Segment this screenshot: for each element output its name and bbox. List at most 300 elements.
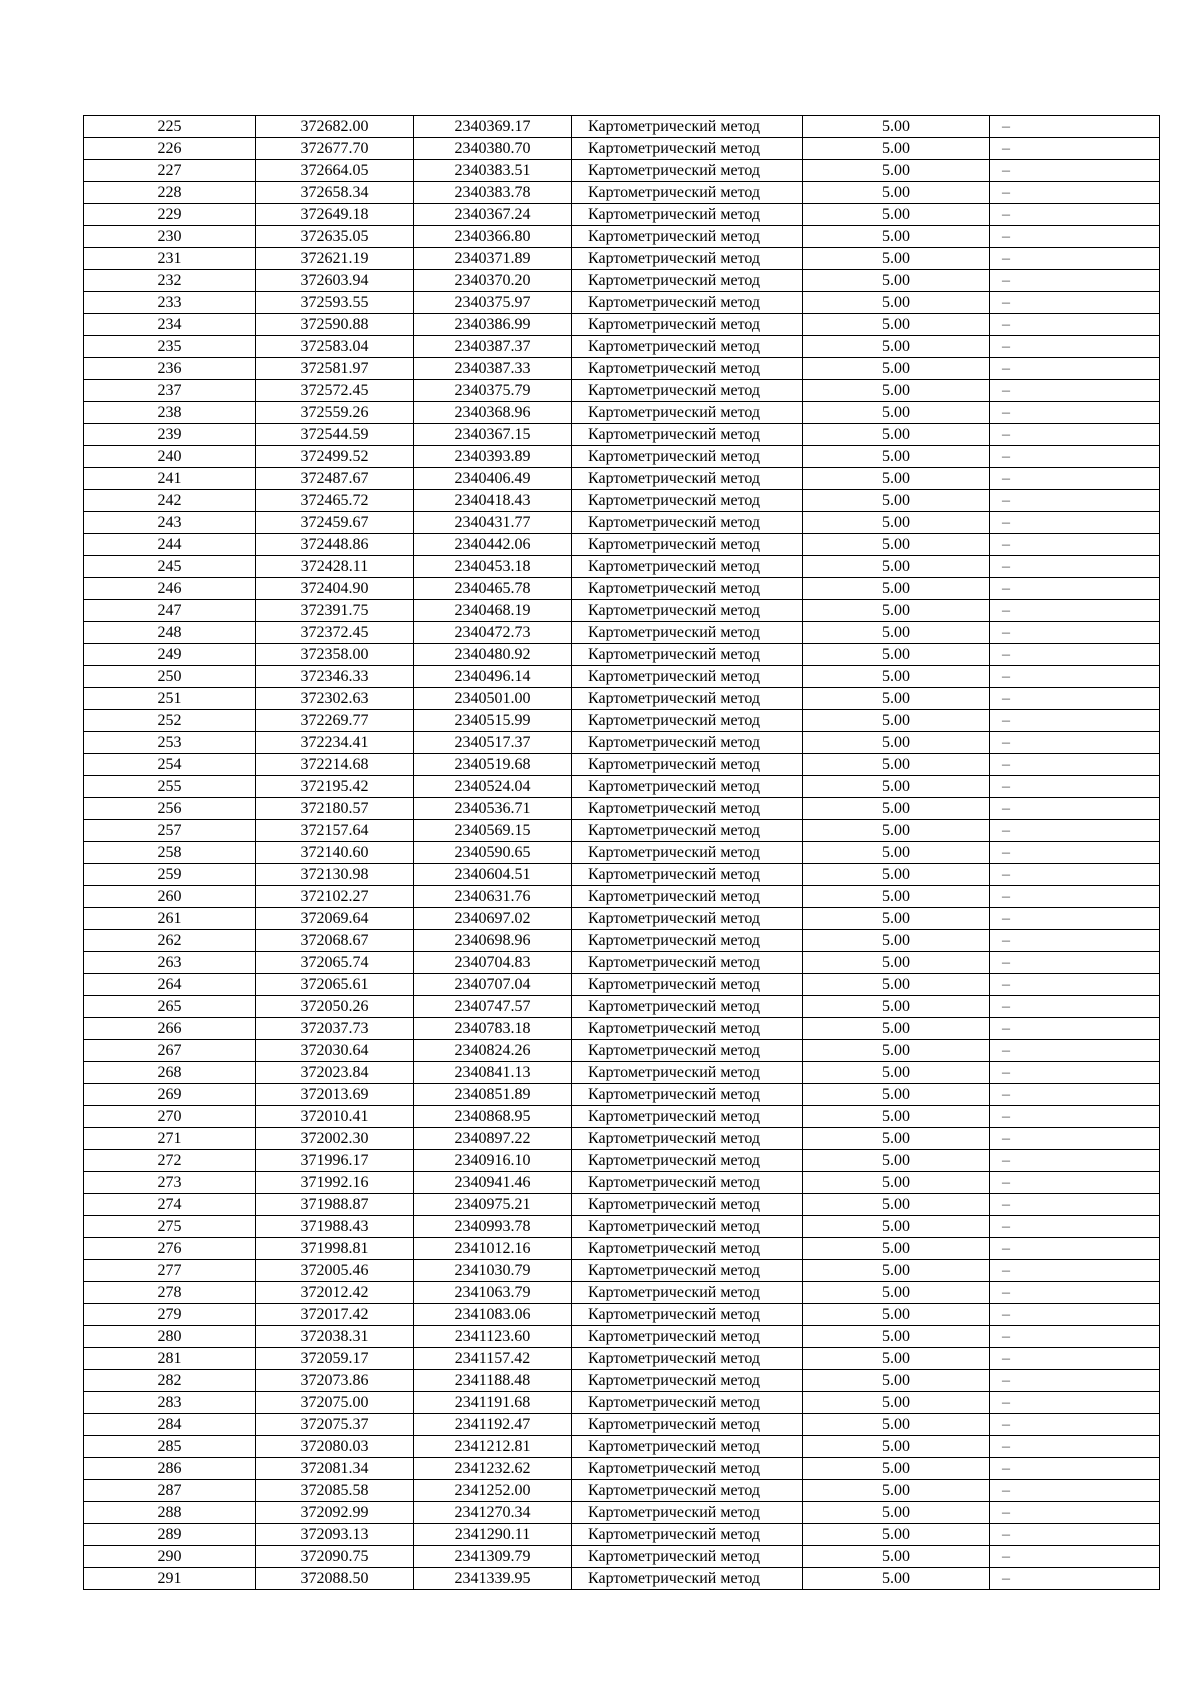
y-coordinate-cell: 2340453.18	[414, 556, 572, 578]
accuracy-cell: 5.00	[803, 138, 990, 160]
table-row	[84, 1348, 1160, 1370]
y-coordinate-cell: 2341270.34	[414, 1502, 572, 1524]
x-coordinate-cell: 372130.98	[256, 864, 414, 886]
table-row	[84, 468, 1160, 490]
table-row	[84, 776, 1160, 798]
y-coordinate-cell: 2340536.71	[414, 798, 572, 820]
accuracy-cell: 5.00	[803, 336, 990, 358]
note-cell: –	[990, 1392, 1160, 1414]
note-cell: –	[990, 248, 1160, 270]
note-cell: –	[990, 842, 1160, 864]
x-coordinate-cell: 372073.86	[256, 1370, 414, 1392]
point-number-cell: 285	[84, 1436, 256, 1458]
accuracy-cell: 5.00	[803, 996, 990, 1018]
table-row	[84, 600, 1160, 622]
table-row	[84, 1568, 1160, 1590]
accuracy-cell: 5.00	[803, 974, 990, 996]
point-number-cell: 252	[84, 710, 256, 732]
table-row	[84, 1128, 1160, 1150]
note-cell: –	[990, 446, 1160, 468]
y-coordinate-cell: 2340941.46	[414, 1172, 572, 1194]
accuracy-cell: 5.00	[803, 1106, 990, 1128]
accuracy-cell: 5.00	[803, 1194, 990, 1216]
point-number-cell: 248	[84, 622, 256, 644]
point-number-cell: 257	[84, 820, 256, 842]
table-row	[84, 556, 1160, 578]
note-cell: –	[990, 578, 1160, 600]
accuracy-cell: 5.00	[803, 666, 990, 688]
method-cell: Картометрический метод	[572, 1414, 803, 1436]
method-cell: Картометрический метод	[572, 1370, 803, 1392]
accuracy-cell: 5.00	[803, 1304, 990, 1326]
accuracy-cell: 5.00	[803, 1392, 990, 1414]
table-row	[84, 1018, 1160, 1040]
accuracy-cell: 5.00	[803, 732, 990, 754]
method-cell: Картометрический метод	[572, 314, 803, 336]
table-row	[84, 1524, 1160, 1546]
note-cell: –	[990, 732, 1160, 754]
point-number-cell: 291	[84, 1568, 256, 1590]
note-cell: –	[990, 666, 1160, 688]
table-row	[84, 930, 1160, 952]
y-coordinate-cell: 2341212.81	[414, 1436, 572, 1458]
point-number-cell: 244	[84, 534, 256, 556]
table-row	[84, 248, 1160, 270]
table-row	[84, 1260, 1160, 1282]
table-row	[84, 138, 1160, 160]
y-coordinate-cell: 2340783.18	[414, 1018, 572, 1040]
accuracy-cell: 5.00	[803, 402, 990, 424]
note-cell: –	[990, 1260, 1160, 1282]
accuracy-cell: 5.00	[803, 1062, 990, 1084]
note-cell: –	[990, 490, 1160, 512]
x-coordinate-cell: 372459.67	[256, 512, 414, 534]
y-coordinate-cell: 2340697.02	[414, 908, 572, 930]
note-cell: –	[990, 512, 1160, 534]
point-number-cell: 240	[84, 446, 256, 468]
accuracy-cell: 5.00	[803, 710, 990, 732]
point-number-cell: 281	[84, 1348, 256, 1370]
accuracy-cell: 5.00	[803, 820, 990, 842]
table-row	[84, 512, 1160, 534]
note-cell: –	[990, 1502, 1160, 1524]
y-coordinate-cell: 2340386.99	[414, 314, 572, 336]
x-coordinate-cell: 372649.18	[256, 204, 414, 226]
y-coordinate-cell: 2341290.11	[414, 1524, 572, 1546]
note-cell: –	[990, 380, 1160, 402]
accuracy-cell: 5.00	[803, 314, 990, 336]
method-cell: Картометрический метод	[572, 116, 803, 138]
method-cell: Картометрический метод	[572, 1128, 803, 1150]
method-cell: Картометрический метод	[572, 1040, 803, 1062]
point-number-cell: 225	[84, 116, 256, 138]
point-number-cell: 246	[84, 578, 256, 600]
point-number-cell: 237	[84, 380, 256, 402]
method-cell: Картометрический метод	[572, 996, 803, 1018]
method-cell: Картометрический метод	[572, 952, 803, 974]
method-cell: Картометрический метод	[572, 556, 803, 578]
accuracy-cell: 5.00	[803, 688, 990, 710]
table-row	[84, 710, 1160, 732]
y-coordinate-cell: 2340370.20	[414, 270, 572, 292]
method-cell: Картометрический метод	[572, 1348, 803, 1370]
x-coordinate-cell: 372499.52	[256, 446, 414, 468]
table-row	[84, 160, 1160, 182]
table-row	[84, 688, 1160, 710]
y-coordinate-cell: 2340515.99	[414, 710, 572, 732]
point-number-cell: 254	[84, 754, 256, 776]
note-cell: –	[990, 1436, 1160, 1458]
y-coordinate-cell: 2340465.78	[414, 578, 572, 600]
accuracy-cell: 5.00	[803, 1502, 990, 1524]
note-cell: –	[990, 116, 1160, 138]
table-row	[84, 270, 1160, 292]
x-coordinate-cell: 372214.68	[256, 754, 414, 776]
method-cell: Картометрический метод	[572, 160, 803, 182]
table-row	[84, 204, 1160, 226]
x-coordinate-cell: 372081.34	[256, 1458, 414, 1480]
accuracy-cell: 5.00	[803, 204, 990, 226]
coordinates-table	[83, 115, 1160, 1590]
note-cell: –	[990, 952, 1160, 974]
table-row	[84, 490, 1160, 512]
point-number-cell: 251	[84, 688, 256, 710]
x-coordinate-cell: 372583.04	[256, 336, 414, 358]
x-coordinate-cell: 372010.41	[256, 1106, 414, 1128]
y-coordinate-cell: 2340367.24	[414, 204, 572, 226]
y-coordinate-cell: 2340431.77	[414, 512, 572, 534]
point-number-cell: 262	[84, 930, 256, 952]
point-number-cell: 278	[84, 1282, 256, 1304]
point-number-cell: 289	[84, 1524, 256, 1546]
y-coordinate-cell: 2341192.47	[414, 1414, 572, 1436]
table-row	[84, 402, 1160, 424]
x-coordinate-cell: 372391.75	[256, 600, 414, 622]
point-number-cell: 276	[84, 1238, 256, 1260]
x-coordinate-cell: 372428.11	[256, 556, 414, 578]
accuracy-cell: 5.00	[803, 1546, 990, 1568]
x-coordinate-cell: 371988.43	[256, 1216, 414, 1238]
x-coordinate-cell: 372465.72	[256, 490, 414, 512]
table-body	[84, 116, 1160, 1590]
accuracy-cell: 5.00	[803, 248, 990, 270]
x-coordinate-cell: 372012.42	[256, 1282, 414, 1304]
method-cell: Картометрический метод	[572, 820, 803, 842]
y-coordinate-cell: 2341012.16	[414, 1238, 572, 1260]
note-cell: –	[990, 820, 1160, 842]
method-cell: Картометрический метод	[572, 1062, 803, 1084]
method-cell: Картометрический метод	[572, 842, 803, 864]
method-cell: Картометрический метод	[572, 446, 803, 468]
note-cell: –	[990, 600, 1160, 622]
method-cell: Картометрический метод	[572, 534, 803, 556]
note-cell: –	[990, 864, 1160, 886]
point-number-cell: 255	[84, 776, 256, 798]
y-coordinate-cell: 2340480.92	[414, 644, 572, 666]
x-coordinate-cell: 372487.67	[256, 468, 414, 490]
point-number-cell: 253	[84, 732, 256, 754]
y-coordinate-cell: 2340368.96	[414, 402, 572, 424]
point-number-cell: 226	[84, 138, 256, 160]
method-cell: Картометрический метод	[572, 600, 803, 622]
table-row	[84, 534, 1160, 556]
note-cell: –	[990, 1084, 1160, 1106]
point-number-cell: 274	[84, 1194, 256, 1216]
y-coordinate-cell: 2340468.19	[414, 600, 572, 622]
note-cell: –	[990, 1040, 1160, 1062]
method-cell: Картометрический метод	[572, 666, 803, 688]
y-coordinate-cell: 2340371.89	[414, 248, 572, 270]
accuracy-cell: 5.00	[803, 380, 990, 402]
x-coordinate-cell: 372544.59	[256, 424, 414, 446]
accuracy-cell: 5.00	[803, 842, 990, 864]
accuracy-cell: 5.00	[803, 534, 990, 556]
accuracy-cell: 5.00	[803, 468, 990, 490]
table-row	[84, 622, 1160, 644]
note-cell: –	[990, 534, 1160, 556]
table-row	[84, 1502, 1160, 1524]
y-coordinate-cell: 2340517.37	[414, 732, 572, 754]
point-number-cell: 261	[84, 908, 256, 930]
x-coordinate-cell: 372448.86	[256, 534, 414, 556]
table-row	[84, 380, 1160, 402]
point-number-cell: 263	[84, 952, 256, 974]
method-cell: Картометрический метод	[572, 270, 803, 292]
y-coordinate-cell: 2340442.06	[414, 534, 572, 556]
y-coordinate-cell: 2341191.68	[414, 1392, 572, 1414]
point-number-cell: 280	[84, 1326, 256, 1348]
note-cell: –	[990, 974, 1160, 996]
note-cell: –	[990, 468, 1160, 490]
x-coordinate-cell: 372621.19	[256, 248, 414, 270]
accuracy-cell: 5.00	[803, 446, 990, 468]
x-coordinate-cell: 372157.64	[256, 820, 414, 842]
accuracy-cell: 5.00	[803, 1040, 990, 1062]
accuracy-cell: 5.00	[803, 1348, 990, 1370]
accuracy-cell: 5.00	[803, 754, 990, 776]
y-coordinate-cell: 2340519.68	[414, 754, 572, 776]
accuracy-cell: 5.00	[803, 776, 990, 798]
x-coordinate-cell: 372093.13	[256, 1524, 414, 1546]
note-cell: –	[990, 1326, 1160, 1348]
note-cell: –	[990, 1304, 1160, 1326]
method-cell: Картометрический метод	[572, 1480, 803, 1502]
y-coordinate-cell: 2340380.70	[414, 138, 572, 160]
y-coordinate-cell: 2340369.17	[414, 116, 572, 138]
method-cell: Картометрический метод	[572, 512, 803, 534]
point-number-cell: 239	[84, 424, 256, 446]
x-coordinate-cell: 372017.42	[256, 1304, 414, 1326]
point-number-cell: 233	[84, 292, 256, 314]
table-row	[84, 1172, 1160, 1194]
y-coordinate-cell: 2340916.10	[414, 1150, 572, 1172]
y-coordinate-cell: 2340383.51	[414, 160, 572, 182]
method-cell: Картометрический метод	[572, 1502, 803, 1524]
x-coordinate-cell: 372234.41	[256, 732, 414, 754]
y-coordinate-cell: 2340375.79	[414, 380, 572, 402]
x-coordinate-cell: 372603.94	[256, 270, 414, 292]
accuracy-cell: 5.00	[803, 512, 990, 534]
point-number-cell: 271	[84, 1128, 256, 1150]
table-row	[84, 1458, 1160, 1480]
note-cell: –	[990, 776, 1160, 798]
table-row	[84, 1106, 1160, 1128]
table-row	[84, 1238, 1160, 1260]
table-row	[84, 1392, 1160, 1414]
point-number-cell: 284	[84, 1414, 256, 1436]
point-number-cell: 260	[84, 886, 256, 908]
point-number-cell: 258	[84, 842, 256, 864]
x-coordinate-cell: 372069.64	[256, 908, 414, 930]
y-coordinate-cell: 2341030.79	[414, 1260, 572, 1282]
table-row	[84, 1370, 1160, 1392]
point-number-cell: 234	[84, 314, 256, 336]
note-cell: –	[990, 314, 1160, 336]
method-cell: Картометрический метод	[572, 776, 803, 798]
point-number-cell: 247	[84, 600, 256, 622]
note-cell: –	[990, 886, 1160, 908]
method-cell: Картометрический метод	[572, 908, 803, 930]
method-cell: Картометрический метод	[572, 1392, 803, 1414]
method-cell: Картометрический метод	[572, 182, 803, 204]
method-cell: Картометрический метод	[572, 644, 803, 666]
y-coordinate-cell: 2340472.73	[414, 622, 572, 644]
accuracy-cell: 5.00	[803, 1150, 990, 1172]
method-cell: Картометрический метод	[572, 1326, 803, 1348]
note-cell: –	[990, 1524, 1160, 1546]
method-cell: Картометрический метод	[572, 1172, 803, 1194]
x-coordinate-cell: 372092.99	[256, 1502, 414, 1524]
table-row	[84, 1436, 1160, 1458]
note-cell: –	[990, 688, 1160, 710]
method-cell: Картометрический метод	[572, 864, 803, 886]
accuracy-cell: 5.00	[803, 1216, 990, 1238]
point-number-cell: 242	[84, 490, 256, 512]
x-coordinate-cell: 372023.84	[256, 1062, 414, 1084]
note-cell: –	[990, 292, 1160, 314]
x-coordinate-cell: 372002.30	[256, 1128, 414, 1150]
note-cell: –	[990, 226, 1160, 248]
x-coordinate-cell: 372346.33	[256, 666, 414, 688]
x-coordinate-cell: 372075.00	[256, 1392, 414, 1414]
accuracy-cell: 5.00	[803, 644, 990, 666]
method-cell: Картометрический метод	[572, 1150, 803, 1172]
point-number-cell: 249	[84, 644, 256, 666]
note-cell: –	[990, 1348, 1160, 1370]
method-cell: Картометрический метод	[572, 1216, 803, 1238]
accuracy-cell: 5.00	[803, 578, 990, 600]
x-coordinate-cell: 372572.45	[256, 380, 414, 402]
accuracy-cell: 5.00	[803, 1480, 990, 1502]
x-coordinate-cell: 372682.00	[256, 116, 414, 138]
accuracy-cell: 5.00	[803, 1524, 990, 1546]
accuracy-cell: 5.00	[803, 1370, 990, 1392]
note-cell: –	[990, 1238, 1160, 1260]
accuracy-cell: 5.00	[803, 116, 990, 138]
table-row	[84, 1216, 1160, 1238]
y-coordinate-cell: 2340501.00	[414, 688, 572, 710]
note-cell: –	[990, 402, 1160, 424]
note-cell: –	[990, 424, 1160, 446]
y-coordinate-cell: 2341157.42	[414, 1348, 572, 1370]
accuracy-cell: 5.00	[803, 160, 990, 182]
note-cell: –	[990, 1150, 1160, 1172]
x-coordinate-cell: 372664.05	[256, 160, 414, 182]
y-coordinate-cell: 2340824.26	[414, 1040, 572, 1062]
method-cell: Картометрический метод	[572, 1018, 803, 1040]
table-row	[84, 886, 1160, 908]
table-row	[84, 820, 1160, 842]
note-cell: –	[990, 336, 1160, 358]
y-coordinate-cell: 2340418.43	[414, 490, 572, 512]
method-cell: Картометрический метод	[572, 886, 803, 908]
note-cell: –	[990, 1282, 1160, 1304]
accuracy-cell: 5.00	[803, 952, 990, 974]
accuracy-cell: 5.00	[803, 1568, 990, 1590]
accuracy-cell: 5.00	[803, 1414, 990, 1436]
x-coordinate-cell: 372080.03	[256, 1436, 414, 1458]
x-coordinate-cell: 372065.74	[256, 952, 414, 974]
note-cell: –	[990, 204, 1160, 226]
x-coordinate-cell: 372038.31	[256, 1326, 414, 1348]
x-coordinate-cell: 372050.26	[256, 996, 414, 1018]
method-cell: Картометрический метод	[572, 974, 803, 996]
table-row	[84, 336, 1160, 358]
note-cell: –	[990, 1194, 1160, 1216]
point-number-cell: 238	[84, 402, 256, 424]
note-cell: –	[990, 754, 1160, 776]
accuracy-cell: 5.00	[803, 1326, 990, 1348]
method-cell: Картометрический метод	[572, 1568, 803, 1590]
method-cell: Картометрический метод	[572, 468, 803, 490]
accuracy-cell: 5.00	[803, 864, 990, 886]
method-cell: Картометрический метод	[572, 292, 803, 314]
note-cell: –	[990, 1546, 1160, 1568]
x-coordinate-cell: 371992.16	[256, 1172, 414, 1194]
point-number-cell: 282	[84, 1370, 256, 1392]
point-number-cell: 268	[84, 1062, 256, 1084]
method-cell: Картометрический метод	[572, 1546, 803, 1568]
y-coordinate-cell: 2340366.80	[414, 226, 572, 248]
note-cell: –	[990, 556, 1160, 578]
method-cell: Картометрический метод	[572, 138, 803, 160]
note-cell: –	[990, 1458, 1160, 1480]
y-coordinate-cell: 2340387.37	[414, 336, 572, 358]
accuracy-cell: 5.00	[803, 424, 990, 446]
x-coordinate-cell: 372635.05	[256, 226, 414, 248]
point-number-cell: 272	[84, 1150, 256, 1172]
accuracy-cell: 5.00	[803, 886, 990, 908]
y-coordinate-cell: 2341063.79	[414, 1282, 572, 1304]
x-coordinate-cell: 371988.87	[256, 1194, 414, 1216]
accuracy-cell: 5.00	[803, 1282, 990, 1304]
note-cell: –	[990, 1172, 1160, 1194]
point-number-cell: 250	[84, 666, 256, 688]
y-coordinate-cell: 2340604.51	[414, 864, 572, 886]
accuracy-cell: 5.00	[803, 1458, 990, 1480]
accuracy-cell: 5.00	[803, 600, 990, 622]
accuracy-cell: 5.00	[803, 908, 990, 930]
table-row	[84, 908, 1160, 930]
method-cell: Картометрический метод	[572, 1106, 803, 1128]
y-coordinate-cell: 2340698.96	[414, 930, 572, 952]
x-coordinate-cell: 372658.34	[256, 182, 414, 204]
table-row	[84, 1546, 1160, 1568]
accuracy-cell: 5.00	[803, 292, 990, 314]
method-cell: Картометрический метод	[572, 1084, 803, 1106]
accuracy-cell: 5.00	[803, 1260, 990, 1282]
table-row	[84, 1326, 1160, 1348]
